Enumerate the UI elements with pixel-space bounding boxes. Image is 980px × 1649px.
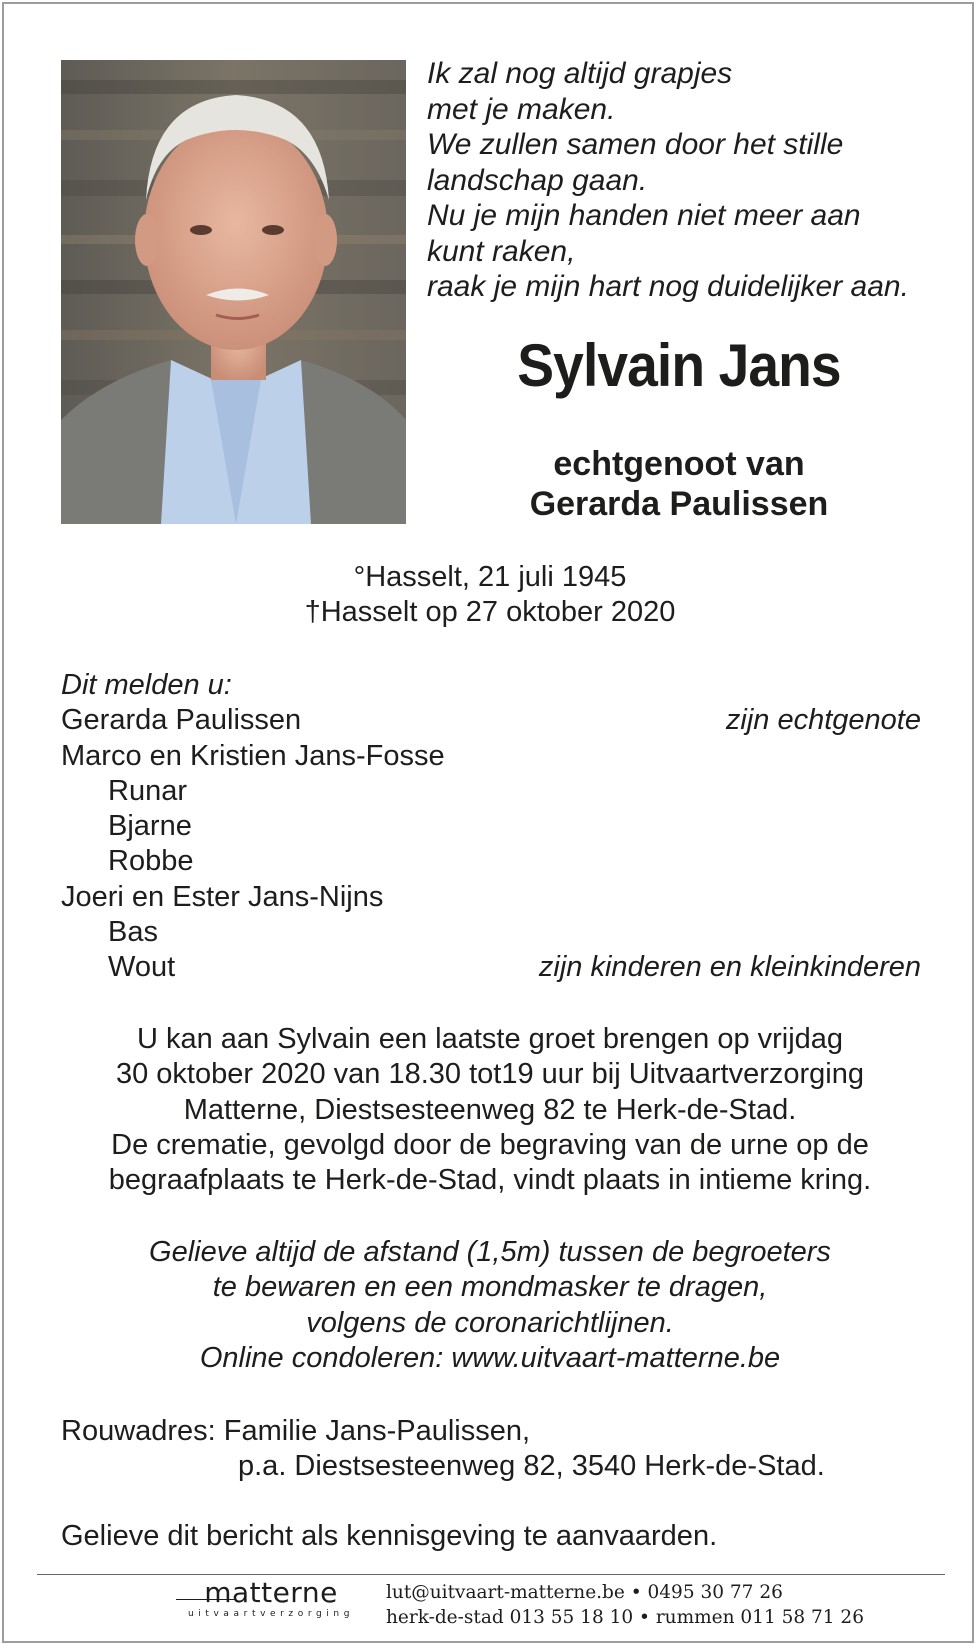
family-member-name: Joeri en Ester Jans-Nijns	[61, 880, 384, 913]
family-role: zijn kinderen en kleinkinderen	[538, 951, 921, 984]
relation-label: echtgenoot van	[553, 445, 805, 483]
notice-line: volgens de coronarichtlijnen.	[306, 1306, 674, 1339]
logo-tagline: uitvaartverzorging	[187, 1609, 355, 1619]
family-member-name: Gerarda Paulissen	[61, 704, 302, 737]
family-member-name: Runar	[108, 774, 187, 807]
family-row	[61, 950, 921, 985]
family-member-name: Bjarne	[108, 810, 192, 843]
footer-divider	[37, 1574, 945, 1575]
notice-line: Gelieve altijd de afstand (1,5m) tussen de begroeters	[149, 1236, 831, 1268]
covid-notice	[4, 1235, 976, 1376]
contact-line[interactable]: lut@uitvaart-matterne.be • 0495 30 77 26	[386, 1582, 783, 1603]
poem-line: We zullen samen door het stille	[427, 128, 844, 161]
condolence-link[interactable]: Online condoleren: www.uitvaart-matterne.be	[199, 1341, 781, 1374]
poem-line: Ik zal nog altijd grapjes	[427, 57, 733, 90]
poem-line: kunt raken,	[427, 234, 576, 268]
visitation-line: U kan aan Sylvain een laatste groet brengen op vrijdag	[136, 1023, 844, 1055]
family-row	[61, 774, 921, 809]
logo-rule	[176, 1599, 236, 1600]
life-dates	[4, 560, 976, 630]
family-role: zijn echtgenote	[725, 704, 921, 737]
family-member-name: Bas	[108, 916, 158, 949]
poem-line: met je maken.	[427, 92, 616, 126]
mourning-address-line: p.a. Diestsesteenweg 82, 3540 Herk-de-Stad.	[238, 1450, 825, 1483]
poem-line: landschap gaan.	[427, 163, 648, 197]
family-member-name: Robbe	[108, 845, 194, 878]
portrait-photo-image	[61, 60, 406, 524]
portrait-photo	[61, 60, 406, 524]
family-list	[61, 668, 921, 986]
spouse-block	[434, 444, 924, 524]
notice-line: te bewaren en een mondmasker te dragen,	[212, 1271, 768, 1304]
family-intro: Dit melden u:	[61, 669, 232, 701]
family-row	[61, 844, 921, 879]
mourning-address	[61, 1414, 941, 1485]
birth-date: °Hasselt, 21 juli 1945	[353, 561, 627, 593]
mourning-address-line: Rouwadres: Familie Jans-Paulissen,	[61, 1415, 531, 1447]
visitation-line: De crematie, gevolgd door de begraving van de urne op de	[111, 1128, 869, 1161]
spouse-name: Gerarda Paulissen	[529, 485, 829, 523]
visitation-line: begraafplaats te Herk-de-Stad, vindt plaats in intieme kring.	[108, 1164, 872, 1197]
family-row	[61, 880, 921, 915]
poem-line: Nu je mijn handen niet meer aan	[427, 199, 861, 232]
family-row	[61, 809, 921, 844]
family-row	[61, 915, 921, 950]
family-row	[61, 703, 921, 738]
family-row	[61, 739, 921, 774]
death-date: †Hasselt op 27 oktober 2020	[304, 596, 676, 628]
logo-brand: matterne	[204, 1576, 338, 1609]
family-member-name: Marco en Kristien Jans-Fosse	[61, 739, 445, 772]
footer-contact	[386, 1580, 864, 1630]
contact-line: herk-de-stad 013 55 18 10 • rummen 011 58 71 26	[386, 1607, 864, 1628]
closing-text: Gelieve dit bericht als kennisgeving te aanvaarden.	[61, 1520, 718, 1552]
matterne-logo	[176, 1578, 366, 1620]
visitation-line: Matterne, Diestsesteenweg 82 te Herk-de-Stad.	[183, 1093, 797, 1126]
visitation-text	[4, 1022, 976, 1198]
poem-line: raak je mijn hart nog duidelijker aan.	[427, 270, 909, 303]
deceased-name: Sylvain Jans	[517, 332, 841, 399]
obituary-card	[2, 2, 974, 1643]
visitation-line: 30 oktober 2020 van 18.30 tot19 uur bij Uitvaartverzorging	[115, 1058, 865, 1091]
poem	[427, 56, 967, 305]
family-member-name: Wout	[108, 951, 176, 984]
